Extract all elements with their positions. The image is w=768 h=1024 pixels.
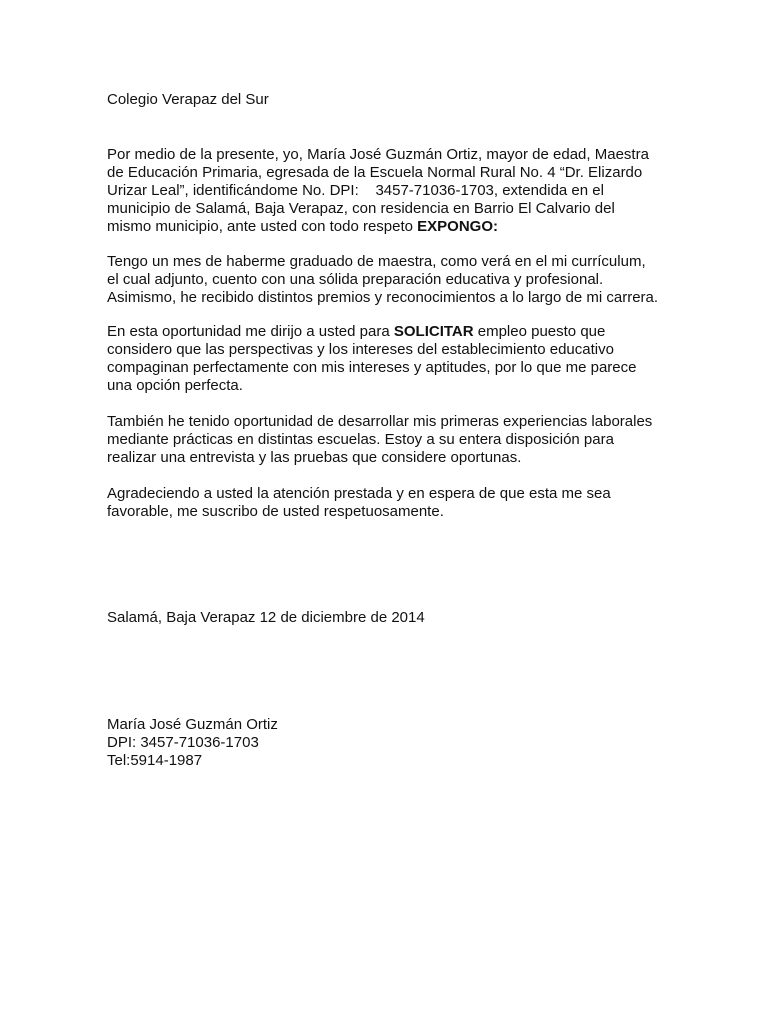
- paragraph-line: de Educación Primaria, egresada de la Escuela Normal Rural No. 4 “Dr. Elizardo: [107, 164, 643, 181]
- paragraph-line: considero que las perspectivas y los intereses del establecimiento educativo: [107, 341, 614, 358]
- paragraph-request: [107, 323, 667, 395]
- paragraph-line: Urizar Leal”, identificándome No. DPI: 3457-71036-1703, extendida en el: [107, 182, 604, 199]
- solicitar-keyword: SOLICITAR: [393, 323, 474, 340]
- place-date-block: [107, 609, 667, 627]
- recipient-block: [107, 91, 667, 109]
- paragraph-background: [107, 253, 667, 307]
- recipient-name: Colegio Verapaz del Sur: [107, 91, 269, 108]
- paragraph-line: el cual adjunto, cuento con una sólida preparación educativa y profesional.: [107, 271, 604, 288]
- paragraph-line: Asimismo, he recibido distintos premios y reconocimientos a lo largo de mi carrera.: [107, 289, 659, 306]
- paragraph-line: favorable, me suscribo de usted respetuosamente.: [107, 503, 444, 520]
- signature-phone: Tel:5914-1987: [107, 752, 203, 769]
- paragraph-line: Tengo un mes de haberme graduado de maestra, como verá en el mi currículum,: [107, 253, 646, 270]
- place-date: Salamá, Baja Verapaz 12 de diciembre de 2014: [107, 609, 425, 626]
- expongo-keyword: EXPONGO:: [417, 218, 499, 235]
- paragraph-line: [107, 323, 667, 341]
- paragraph-text: En esta oportunidad me dirijo a usted para: [107, 323, 394, 340]
- paragraph-line: municipio de Salamá, Baja Verapaz, con residencia en Barrio El Calvario del: [107, 200, 615, 217]
- paragraph-line: mediante prácticas en distintas escuelas. Estoy a su entera disposición para: [107, 431, 614, 448]
- paragraph-line: una opción perfecta.: [107, 377, 243, 394]
- signature-dpi: DPI: 3457-71036-1703: [107, 734, 259, 751]
- paragraph-experience: [107, 413, 667, 467]
- paragraph-introduction: [107, 146, 667, 236]
- paragraph-line: Agradeciendo a usted la atención prestada y en espera de que esta me sea: [107, 485, 611, 502]
- paragraph-text: mismo municipio, ante usted con todo respeto: [107, 218, 418, 235]
- paragraph-line: realizar una entrevista y las pruebas que considere oportunas.: [107, 449, 522, 466]
- paragraph-line: También he tenido oportunidad de desarrollar mis primeras experiencias laborales: [107, 413, 653, 430]
- paragraph-line: Por medio de la presente, yo, María José Guzmán Ortiz, mayor de edad, Maestra: [107, 146, 649, 163]
- paragraph-line: compaginan perfectamente con mis intereses y aptitudes, por lo que me parece: [107, 359, 637, 376]
- paragraph-closing: [107, 485, 667, 521]
- paragraph-line: [107, 218, 667, 236]
- signature-name: María José Guzmán Ortiz: [107, 716, 278, 733]
- signature-block: [107, 716, 667, 770]
- paragraph-text: empleo puesto que: [473, 323, 606, 340]
